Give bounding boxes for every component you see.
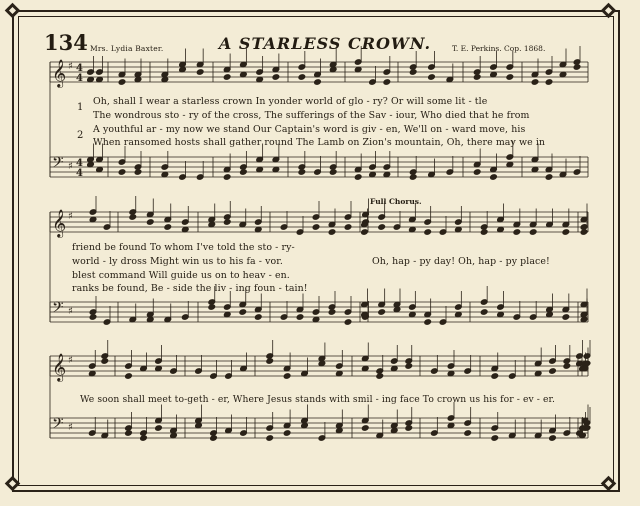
note-head-icon bbox=[240, 169, 248, 176]
note-head-icon bbox=[344, 319, 352, 326]
note-head-icon bbox=[312, 224, 320, 231]
lyric-line: When ransomed hosts shall gather round The Lamb on Zion's mountain, Oh, there may we in bbox=[93, 137, 546, 148]
key-sharp-icon: ♯ bbox=[68, 161, 73, 172]
key-sharp-icon: ♯ bbox=[68, 306, 73, 317]
note-head-icon bbox=[329, 169, 337, 176]
note-head-icon bbox=[314, 79, 322, 86]
note-head-icon bbox=[354, 174, 362, 181]
note-head-icon bbox=[208, 304, 216, 311]
note-head-icon bbox=[254, 314, 262, 321]
note-head-icon bbox=[118, 79, 126, 86]
note-head-icon bbox=[344, 224, 352, 231]
lyric-line: blest command Will guide us on to heav - en. bbox=[72, 270, 290, 281]
note-head-icon bbox=[531, 79, 539, 86]
note-head-icon bbox=[573, 64, 581, 71]
note-head-icon bbox=[409, 69, 417, 76]
note-head-icon bbox=[239, 309, 247, 316]
chorus-lyric: Oh, hap - py day! Oh, hap - py place! bbox=[372, 256, 550, 267]
verse-number: 1 bbox=[77, 102, 84, 113]
note-head-icon bbox=[223, 174, 231, 181]
note-head-icon bbox=[210, 435, 218, 442]
note-head-icon bbox=[549, 435, 557, 442]
note-head-icon bbox=[89, 314, 97, 321]
note-head-icon bbox=[480, 309, 488, 316]
note-head-icon bbox=[140, 435, 148, 442]
note-head-icon bbox=[164, 224, 172, 231]
note-head-icon bbox=[125, 373, 133, 380]
treble-clef-icon: 𝄞 bbox=[52, 209, 67, 237]
key-sharp-icon: ♯ bbox=[68, 61, 73, 72]
note-head-icon bbox=[361, 229, 369, 236]
note-head-icon bbox=[266, 358, 274, 365]
note-head-icon bbox=[424, 229, 432, 236]
note-head-icon bbox=[101, 358, 109, 365]
note-head-icon bbox=[376, 373, 384, 380]
note-head-icon bbox=[378, 224, 386, 231]
key-sharp-icon: ♯ bbox=[68, 422, 73, 433]
hymn-title: A STARLESS CROWN. bbox=[218, 34, 432, 53]
note-head-icon bbox=[513, 229, 521, 236]
note-head-icon bbox=[296, 314, 304, 321]
note-head-icon bbox=[424, 319, 432, 326]
note-head-icon bbox=[155, 425, 163, 432]
treble-clef-icon: 𝄞 bbox=[52, 353, 67, 381]
note-head-icon bbox=[266, 435, 274, 442]
lyric-line: ranks be found, Be - side the liv - ing foun - tain! bbox=[72, 283, 308, 294]
note-head-icon bbox=[118, 169, 126, 176]
note-head-icon bbox=[428, 74, 436, 81]
note-head-icon bbox=[383, 79, 391, 86]
key-sharp-icon: ♯ bbox=[68, 211, 73, 222]
note-head-icon bbox=[563, 363, 571, 370]
note-head-icon bbox=[196, 69, 204, 76]
lyric-line: A youthful ar - my now we stand Our Captain's word is giv - en, We'll on - ward move, his bbox=[93, 124, 526, 135]
bass-clef-icon: 𝄢 bbox=[52, 154, 64, 175]
note-head-icon bbox=[298, 74, 306, 81]
verse-number: 2 bbox=[77, 130, 84, 141]
note-head-icon bbox=[361, 425, 369, 432]
note-head-icon bbox=[378, 309, 386, 316]
note-head-icon bbox=[298, 169, 306, 176]
hymn-number: 134 bbox=[44, 30, 88, 55]
note-head-icon bbox=[272, 74, 280, 81]
note-head-icon bbox=[473, 74, 481, 81]
time-signature: 4 bbox=[76, 63, 83, 74]
lyric-line: world - ly dross Might win us to his fa - vor. bbox=[72, 256, 283, 267]
time-signature: 4 bbox=[76, 73, 83, 84]
lyric-line: friend be found To whom I've told the sto - ry- bbox=[72, 242, 295, 253]
bass-clef-icon: 𝄢 bbox=[52, 415, 64, 436]
time-signature: 4 bbox=[76, 168, 83, 179]
note-head-icon bbox=[473, 169, 481, 176]
note-head-icon bbox=[328, 229, 336, 236]
note-head-icon bbox=[283, 430, 291, 437]
note-head-icon bbox=[328, 309, 336, 316]
note-head-icon bbox=[129, 214, 137, 221]
note-head-icon bbox=[125, 430, 133, 437]
treble-clef-icon: 𝄞 bbox=[52, 59, 67, 87]
key-sharp-icon: ♯ bbox=[68, 355, 73, 366]
note-head-icon bbox=[146, 219, 154, 226]
note-head-icon bbox=[506, 74, 514, 81]
author-credit: Mrs. Lydia Baxter. bbox=[90, 44, 164, 53]
lyric-line: The wondrous sto - ry of the cross, The sufferings of the Sav - iour, Who died that he from bbox=[93, 110, 530, 121]
note-head-icon bbox=[405, 363, 413, 370]
note-head-icon bbox=[134, 169, 142, 176]
note-head-icon bbox=[480, 229, 488, 236]
note-head-icon bbox=[283, 373, 291, 380]
note-head-icon bbox=[223, 219, 231, 226]
lyric-line: Oh, shall I wear a starless crown In yonder world of glo - ry? Or will some lit - tle bbox=[93, 96, 488, 107]
note-head-icon bbox=[491, 373, 499, 380]
chorus-label: Full Chorus. bbox=[370, 197, 422, 206]
note-head-icon bbox=[529, 229, 537, 236]
note-head-icon bbox=[223, 74, 231, 81]
note-head-icon bbox=[405, 425, 413, 432]
refrain-lyric: We soon shall meet to-geth - er, Where Jesus stands with smil - ing face To crown us his for - ev - er. bbox=[80, 394, 556, 405]
composer-credit: T. E. Perkins. Cop. 1868. bbox=[452, 44, 546, 53]
time-signature: 4 bbox=[76, 158, 83, 169]
note-head-icon bbox=[409, 174, 417, 181]
bass-clef-icon: 𝄢 bbox=[52, 299, 64, 320]
note-head-icon bbox=[490, 174, 498, 181]
note-head-icon bbox=[549, 368, 557, 375]
note-head-icon bbox=[562, 314, 570, 321]
note-head-icon bbox=[562, 229, 570, 236]
note-head-icon bbox=[491, 435, 499, 442]
note-head-icon bbox=[464, 430, 472, 437]
note-head-icon bbox=[545, 79, 553, 86]
note-head-icon bbox=[545, 174, 553, 181]
note-head-icon bbox=[580, 224, 588, 231]
